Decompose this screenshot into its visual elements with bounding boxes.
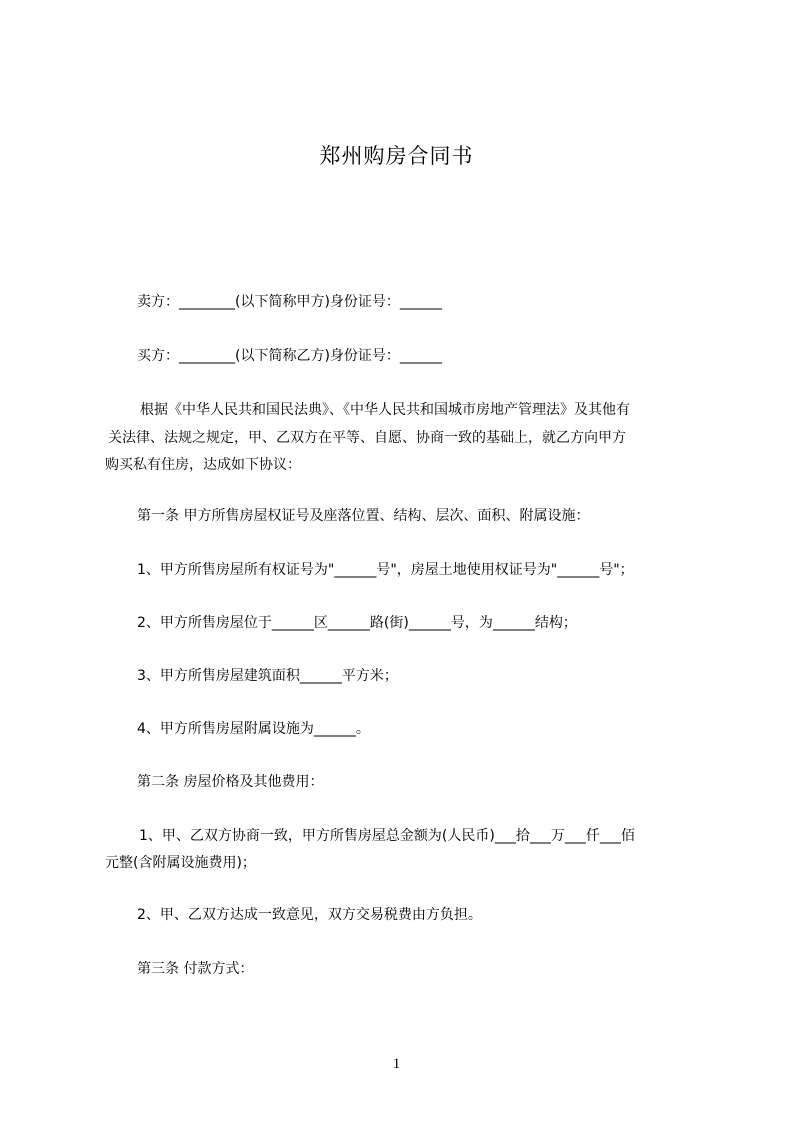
article-1-item-3: 3、甲方所售房屋建筑面积______平方米； [137,668,398,684]
article-1-item-1: 1、甲方所售房屋所有权证号为"______号"，房屋土地使用权证号为"______号"； [137,562,634,578]
page-number: 1 [392,1056,401,1072]
article-3-heading: 第三条 付款方式： [137,961,254,977]
article-2-item-1-line-2: 元整(含附属设施费用)； [105,855,256,871]
buyer-line: 买方：________(以下简称乙方)身份证号：______ [137,348,442,364]
article-2-item-1-line-1: 1、甲、乙双方协商一致，甲方所售房屋总金额为(人民币)___拾___万___仟___佰 [139,828,635,844]
article-2-item-2: 2、甲、乙双方达成一致意见，双方交易税费由方负担。 [137,907,482,923]
preamble-line-2: 关法律、法规之规定，甲、乙双方在平等、自愿、协商一致的基础上，就乙方向甲方 [108,430,626,446]
seller-line: 卖方：________(以下简称甲方)身份证号：______ [137,294,442,310]
preamble-line-1: 根据《中华人民共和国民法典》、《中华人民共和国城市房地产管理法》及其他有 [140,402,630,418]
preamble-line-3: 购买私有住房，达成如下协议： [105,457,301,473]
article-1-item-4: 4、甲方所售房屋附属设施为______。 [137,721,370,737]
article-1-item-2: 2、甲方所售房屋位于______区______路(街)______号，为______结构； [137,615,577,631]
document-title: 郑州购房合同书 [319,144,474,168]
article-1-heading: 第一条 甲方所售房屋权证号及座落位置、结构、层次、面积、附属设施： [137,508,590,524]
article-2-heading: 第二条 房屋价格及其他费用： [137,774,324,790]
